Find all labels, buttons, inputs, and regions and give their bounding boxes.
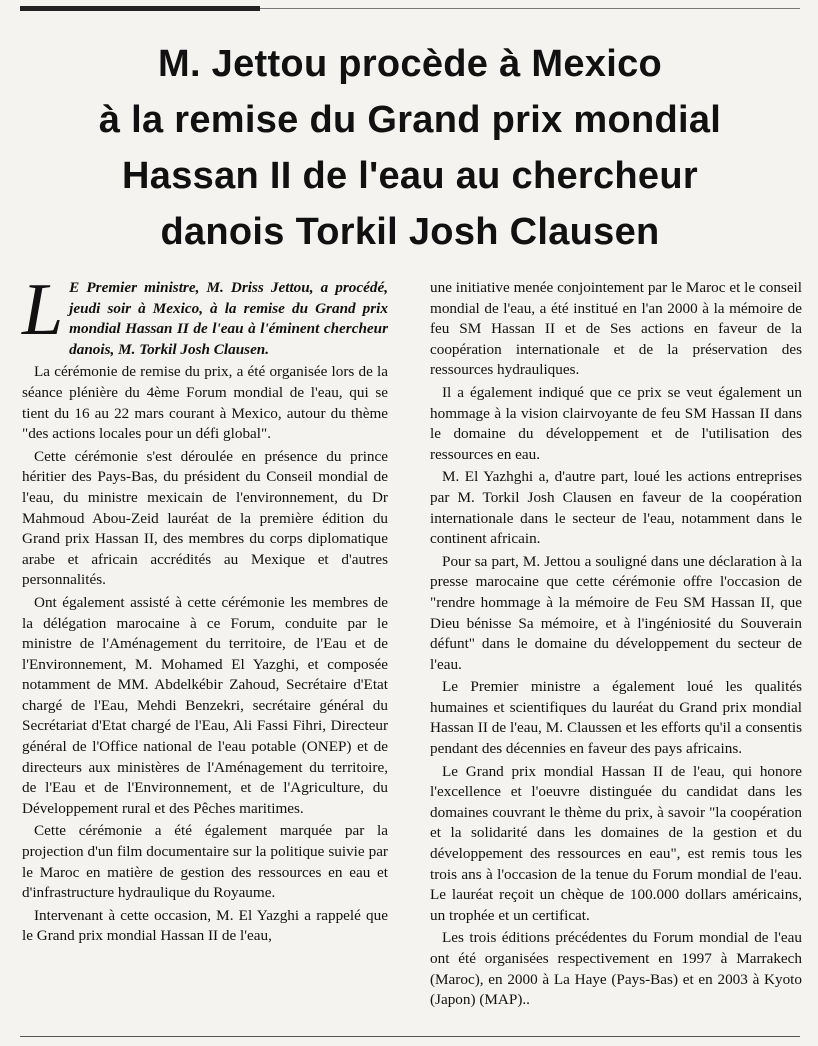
paragraph: Ont également assisté à cette cérémonie les membres de la délégation marocaine à ce Forum, conduite par le ministre de l'Aménagement du territoire, de l'Eau et de l'Environnement, M. Mohamed El Yazghi, et composée notamment de MM. Abdelkébir Zahoud, Secrétaire d'Etat chargé de l'Eau, Mehdi Benzekri, secrétaire général du Secrétariat d'Etat chargé de l'Eau, Ali Fassi Fihri, Directeur général de l'Office national de l'eau potable (ONEP) et de directeurs aux ministères de l'Aménagement du territoire, de l'Eau et de l'Environnement, et de l'Agriculture, du Développement rural et des Pêches maritimes. — [22, 593, 388, 817]
paragraph: Cette cérémonie s'est déroulée en présence du prince héritier des Pays-Bas, du président du Conseil mondial de l'eau, du ministre mexicain de l'environnement, du Dr Mahmoud Abou-Zeid lauréat de la première édition du Grand prix Hassan II, des membres du corps diplomatique arabe et africain accrédités au Mexique et d'autres personnalités. — [22, 447, 388, 589]
paragraph: Il a également indiqué que ce prix se veut également un hommage à la vision clairvoyante de feu SM Hassan II dans le domaine du développement et de l'utilisation des ressources en eau. — [430, 383, 802, 463]
paragraph: Le Grand prix mondial Hassan II de l'eau, qui honore l'excellence et l'oeuvre distinguée du candidat dans les domaines couvrant le thème du prix, à savoir "la coopération et la solidarité dans les domaines de la gestion et du développement des ressources en eau", est remis tous les trois ans à l'occasion de la tenue du Forum mondial de l'eau. Le lauréat reçoit un chèque de 100.000 dollars américains, un trophée et un certificat. — [430, 762, 802, 924]
paragraph: Cette cérémonie a été également marquée par la projection d'un film documentaire sur la politique suivie par le Maroc en matière de gestion des ressources en eau et d'infrastructure hydraulique du Royaume. — [22, 822, 388, 902]
column-left — [22, 269, 388, 1028]
headline-line-1: M. Jettou procède à Mexico — [157, 43, 663, 85]
article-body — [22, 269, 802, 1028]
headline-line-3: Hassan II de l'eau au chercheur — [122, 155, 698, 197]
paragraph: une initiative menée conjointement par le Maroc et le conseil mondial de l'eau, a été institué en l'an 2000 à la mémoire de feu SM Hassan II et de Ses actions en faveur de la coopération internationale et de la préservation des ressources hydrauliques. — [430, 279, 802, 379]
drop-cap: L — [22, 269, 64, 351]
paragraph: Pour sa part, M. Jettou a souligné dans une déclaration à la presse marocaine que cette cérémonie offre l'occasion de "rendre hommage à la mémoire de Feu SM Hassan II, que Dieu bénisse Sa mémoire, et à l'ingéniosité du Souverain défunt" dans le domaine du développement du secteur de l'eau. — [430, 552, 802, 673]
article-headline — [20, 36, 800, 260]
lead-text: E Premier ministre, M. Driss Jettou, a procédé, jeudi soir à Mexico, à la remise du Grand prix mondial Hassan II de l'eau à l'éminent chercheur danois, M. Torkil Josh Clausen. — [69, 279, 388, 358]
header-rule-thick — [20, 6, 260, 11]
headline-line-2: à la remise du Grand prix mondial — [98, 99, 722, 141]
paragraph: M. El Yazhghi a, d'autre part, loué les actions entreprises par M. Torkil Josh Clausen en faveur de la coopération internationale dans le secteur de l'eau, notamment dans le continent africain. — [430, 468, 802, 548]
lead-paragraph — [22, 269, 388, 360]
paragraph: Les trois éditions précédentes du Forum mondial de l'eau ont été organisées respectivement en 1997 à Marrakech (Maroc), en 2000 à La Haye (Pays-Bas) et en 2003 à Kyoto (Japon) (MAP).. — [430, 929, 802, 1009]
header-rule-thin — [260, 8, 800, 9]
column-right — [430, 278, 802, 1028]
paragraph: Le Premier ministre a également loué les qualités humaines et scientifiques du lauréat du Grand prix mondial Hassan II de l'eau, M. Claussen et les efforts qu'il a consentis pendant des décennies en faveur des pays africains. — [430, 678, 802, 758]
footer-rule — [20, 1036, 800, 1037]
paragraph: La cérémonie de remise du prix, a été organisée lors de la séance plénière du 4ème Forum mondial de l'eau, qui se tient du 16 au 22 mars courant à Mexico, autour du thème "des actions locales pour un défi global". — [22, 363, 388, 443]
paragraph: Intervenant à cette occasion, M. El Yazghi a rappelé que le Grand prix mondial Hassan II de l'eau, — [22, 906, 388, 945]
headline-line-4: danois Torkil Josh Clausen — [160, 211, 660, 253]
